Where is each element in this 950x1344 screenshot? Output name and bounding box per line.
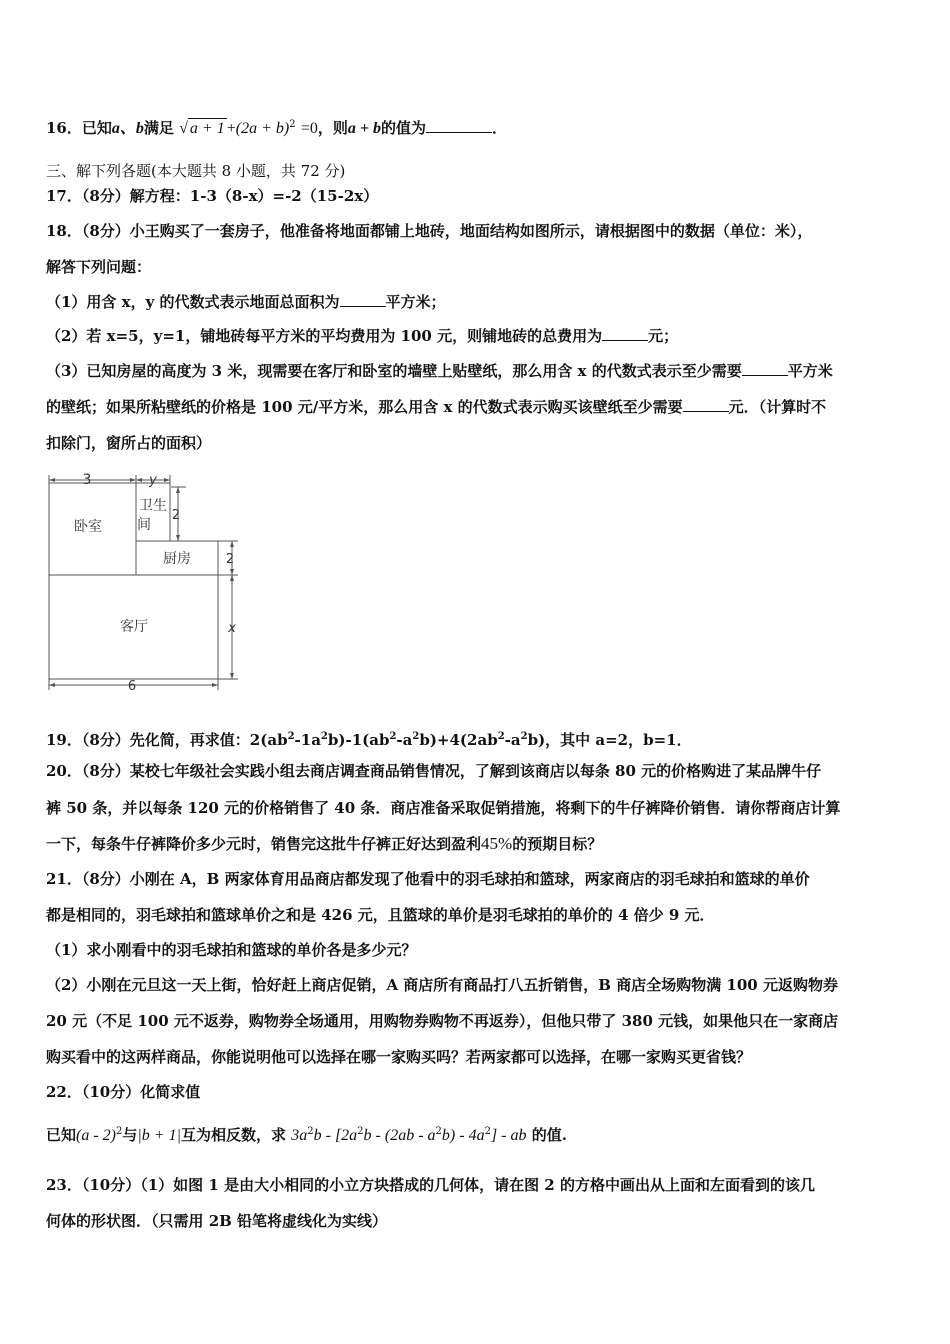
dim-label-x: x <box>228 621 236 636</box>
living-room-label: 客厅 <box>120 619 148 635</box>
question-19: 19．（8分）先化简，再求值：$2(ab^2-1a^2b)-1(ab^2-a^2b)+4(2ab^2-a^2b)$，其中 a=2，b=1． <box>46 731 692 749</box>
question-21-part2: （2）小刚在元旦这一天上街，恰好赶上商店促销，A 商店所有商品打八五折销售，B 商店全场购物满 100 元返购物券 <box>46 976 838 994</box>
question-21-part2-cont: 20 元（不足 100 元不返券，购物券全场通用，用购物券购物不再返券），但他只带了 380 元钱，如果他只在一家商店 <box>46 1012 839 1030</box>
section-heading: 三、解下列各题(本大题共 8 小题，共 72 分) <box>46 162 346 180</box>
question-18-part3-end: 扣除门，窗所占的面积） <box>46 434 212 452</box>
question-16: 16．已知a、b满足 √ $a + 1 +(2a + b)^2 =0$，则a + b的值为 ． <box>46 119 508 137</box>
question-21-part1: （1）求小刚看中的羽毛球拍和篮球的单价各是多少元？ <box>46 941 417 959</box>
question-18-part3-cont: 的壁纸；如果所粘壁纸的价格是 100 元/平方米，那么用含 x 的代数式表示购买该壁纸至少需要 元．（计算时不 <box>46 398 827 416</box>
question-23-line1: 23．（10分）（1）如图 1 是由大小相同的小立方块搭成的几何体，请在图 2 的方格中画出从上面和左面看到的该几 <box>46 1176 815 1194</box>
bathroom-label-1: 卫生 <box>139 498 167 514</box>
dim-label-y: y <box>149 473 157 488</box>
dim-label-3: 3 <box>82 472 92 488</box>
question-20-line2: 裤 50 条，并以每条 120 元的价格销售了 40 条．商店准备采取促销措施，将剩下的牛仔裤降价销售．请你帮商店计算 <box>46 799 841 817</box>
question-18-line1: 18．（8分）小王购买了一套房子，他准备将地面都铺上地砖，地面结构如图所示，请根据图中的数据（单位：米）， <box>46 222 813 240</box>
answer-blank[interactable] <box>340 292 386 307</box>
answer-blank[interactable] <box>683 397 729 412</box>
bathroom-label-2: 间 <box>137 517 151 533</box>
question-21-line1: 21．（8分）小刚在 A，B 两家体育用品商店都发现了他看中的羽毛球拍和篮球，两家商店的羽毛球拍和篮球的单价 <box>46 870 810 888</box>
dim-label-6: 6 <box>127 679 137 694</box>
question-21-part2-end: 购买看中的这两样商品，你能说明他可以选择在哪一家购买吗？若两家都可以选择，在哪一家购买更省钱？ <box>46 1048 752 1066</box>
dim-label-bath-2: 2 <box>171 508 181 523</box>
question-21-line2: 都是相同的，羽毛球拍和篮球单价之和是 426 元，且篮球的单价是羽毛球拍的单价的 4 倍少 9 元． <box>46 906 715 924</box>
question-17: 17．（8分）解方程：1-3（8-x）=-2（15-2x） <box>46 187 379 205</box>
question-18-part2: （2）若 x=5，y=1，铺地砖每平方米的平均费用为 100 元，则铺地砖的总费用为 元； <box>46 327 679 345</box>
question-18-part3: （3）已知房屋的高度为 3 米，现需要在客厅和卧室的墙壁上贴壁纸，那么用含 x 的代数式表示至少需要 平方米 <box>46 362 833 380</box>
question-22-body: 已知(a - 2)$^2$与|b + 1|互为相反数，求 $3a^2b - [2a^2b - (2ab - a^2b) - 4a^2]$ - ab 的值. <box>46 1126 567 1144</box>
question-18-line2: 解答下列问题： <box>46 258 152 276</box>
dim-label-kitchen-2: 2 <box>225 552 235 567</box>
sqrt-expression: √ a + 1 <box>179 120 225 137</box>
floor-plan-figure <box>40 463 255 695</box>
question-20-line3: 一下，每条牛仔裤降价多少元时，销售完这批牛仔裤正好达到盈利45%的预期目标？ <box>46 834 603 853</box>
answer-blank[interactable] <box>426 118 492 133</box>
question-22-title: 22．（10分）化简求值 <box>46 1083 201 1101</box>
answer-blank[interactable] <box>602 326 648 341</box>
question-23-line2: 何体的形状图．（只需用 2B 铅笔将虚线化为实线） <box>46 1212 388 1230</box>
question-18-part1: （1）用含 x，y 的代数式表示地面总面积为 平方米； <box>46 293 446 311</box>
answer-blank[interactable] <box>742 361 788 376</box>
kitchen-label: 厨房 <box>163 551 191 567</box>
question-20-line1: 20．（8分）某校七年级社会实践小组去商店调查商品销售情况，了解到该商店以每条 80 元的价格购进了某品牌牛仔 <box>46 762 822 780</box>
bedroom-label: 卧室 <box>74 519 102 535</box>
